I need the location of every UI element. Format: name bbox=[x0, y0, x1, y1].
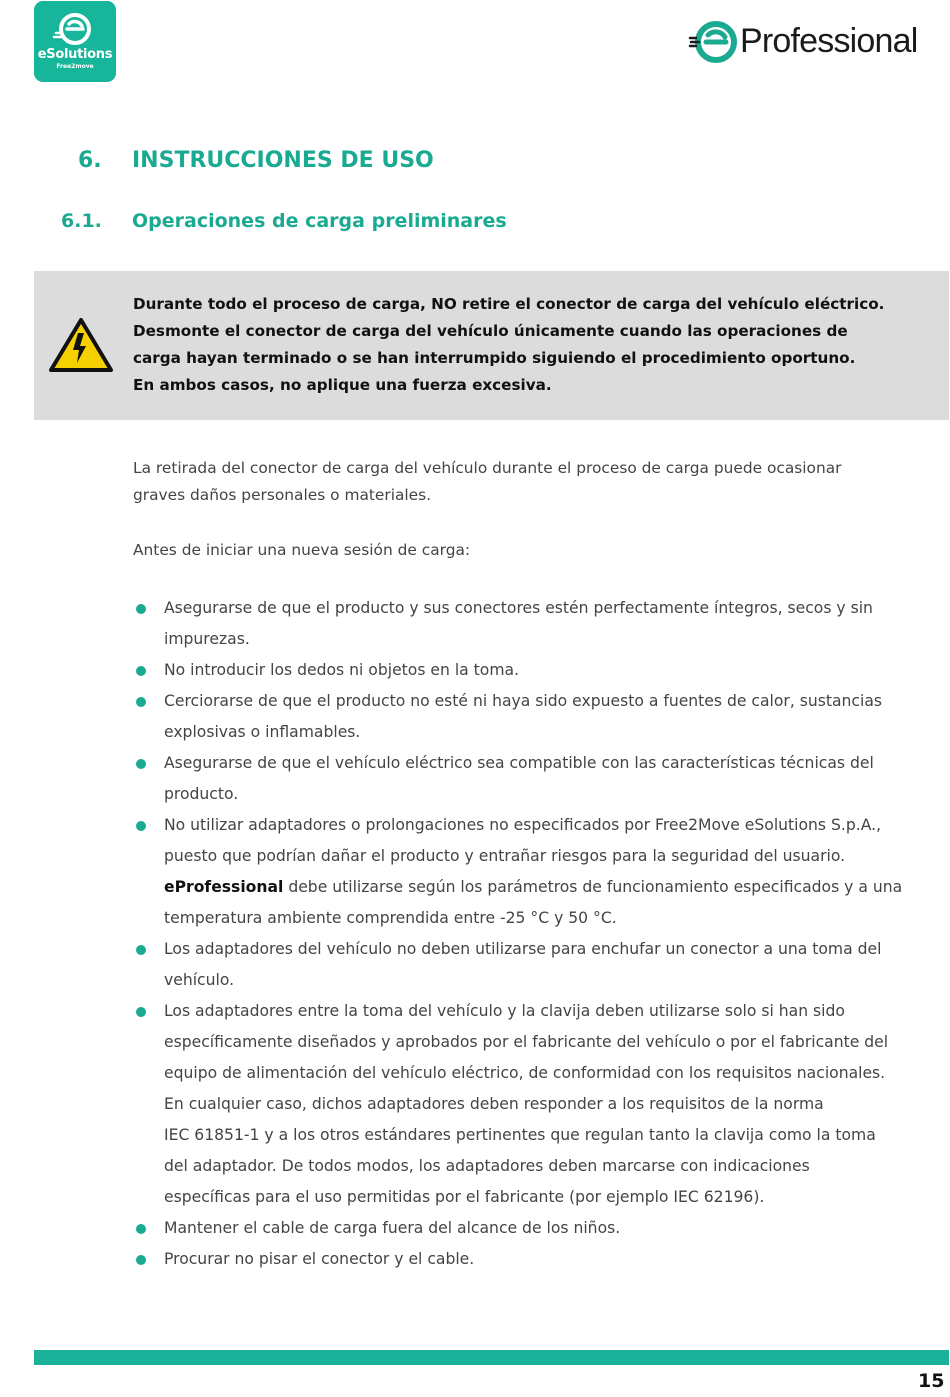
lead-paragraph: Antes de iniciar una nueva sesión de carga: bbox=[133, 541, 471, 559]
warning-line: Desmonte el conector de carga del vehículo únicamente cuando las operaciones de bbox=[133, 322, 848, 340]
list-item: No utilizar adaptadores o prolongaciones no especificados por Free2Move eSolutions S.p.A., puesto que podrían dañar el producto y entrañar riesgos para la seguridad del usuario. eProfessional debe utilizarse según los parámetros de funcionamiento especificados y a una temperatura ambiente comprendida entre -25 °C y 50 °C. bbox=[133, 810, 948, 934]
footer-bar bbox=[34, 1350, 949, 1365]
list-item: Asegurarse de que el vehículo eléctrico sea compatible con las características técnicas del producto. bbox=[133, 748, 948, 810]
bullet-dot-icon bbox=[136, 759, 146, 769]
list-item: Mantener el cable de carga fuera del alcance de los niños. bbox=[133, 1213, 948, 1244]
eprofessional-logo bbox=[688, 18, 948, 66]
esolutions-logo-icon bbox=[34, 11, 116, 47]
bullet-dot-icon bbox=[136, 666, 146, 676]
warning-box bbox=[34, 271, 949, 420]
warning-line: Durante todo el proceso de carga, NO retire el conector de carga del vehículo eléctrico. bbox=[133, 295, 885, 313]
bullet-dot-icon bbox=[136, 604, 146, 614]
electrical-hazard-icon bbox=[48, 317, 114, 373]
intro-paragraph bbox=[133, 455, 933, 509]
warning-line: En ambos casos, no aplique una fuerza excesiva. bbox=[133, 376, 552, 394]
esolutions-sub: Free2move bbox=[56, 63, 94, 70]
list-item: Los adaptadores entre la toma del vehículo y la clavija deben utilizarse solo si han sido específicamente diseñados y aprobados por el fabricante del vehículo o por el fabricante del equipo de alimentación del vehículo eléctrico, de conformidad con los requisitos nacionales. En cualquier caso, dichos adaptadores deben responder a los requisitos de la norma IEC 61851-1 y a los otros estándares pertinentes que regulan tanto la clavija como la toma del adaptador. De todos modos, los adaptadores deben marcarse con indicaciones específicas para el uso permitidas por el fabricante (por ejemplo IEC 62196). bbox=[133, 996, 948, 1213]
esolutions-brand: eSolutions bbox=[37, 47, 113, 62]
bullet-dot-icon bbox=[136, 697, 146, 707]
bullet-dot-icon bbox=[136, 1007, 146, 1017]
product-name: eProfessional bbox=[164, 878, 284, 896]
intro-line: La retirada del conector de carga del vehículo durante el proceso de carga puede ocasionar bbox=[133, 459, 842, 477]
page-number: 15 bbox=[918, 1370, 945, 1392]
subsection-title: Operaciones de carga preliminares bbox=[132, 210, 507, 232]
subsection-number: 6.1. bbox=[61, 210, 102, 232]
warning-line: carga hayan terminado o se han interrumpido siguiendo el procedimiento oportuno. bbox=[133, 349, 856, 367]
bullet-dot-icon bbox=[136, 1255, 146, 1265]
esolutions-logo bbox=[34, 1, 116, 82]
warning-text bbox=[133, 291, 945, 399]
eprofessional-logo-icon bbox=[688, 18, 740, 66]
list-item: Procurar no pisar el conector y el cable. bbox=[133, 1244, 948, 1275]
intro-line: graves daños personales o materiales. bbox=[133, 486, 432, 504]
bullet-dot-icon bbox=[136, 821, 146, 831]
list-item: Los adaptadores del vehículo no deben utilizarse para enchufar un conector a una toma del vehículo. bbox=[133, 934, 948, 996]
subsection-heading bbox=[61, 210, 507, 232]
precautions-list bbox=[133, 593, 948, 1275]
bullet-dot-icon bbox=[136, 945, 146, 955]
list-item: No introducir los dedos ni objetos en la toma. bbox=[133, 655, 948, 686]
section-number: 6. bbox=[78, 148, 102, 173]
eprofessional-brand: Professional bbox=[740, 22, 918, 60]
bullet-dot-icon bbox=[136, 1224, 146, 1234]
section-title: INSTRUCCIONES DE USO bbox=[132, 148, 434, 173]
list-item: Cerciorarse de que el producto no esté ni haya sido expuesto a fuentes de calor, sustancias explosivas o inflamables. bbox=[133, 686, 948, 748]
section-heading bbox=[78, 148, 434, 173]
list-item: Asegurarse de que el producto y sus conectores estén perfectamente íntegros, secos y sin impurezas. bbox=[133, 593, 948, 655]
